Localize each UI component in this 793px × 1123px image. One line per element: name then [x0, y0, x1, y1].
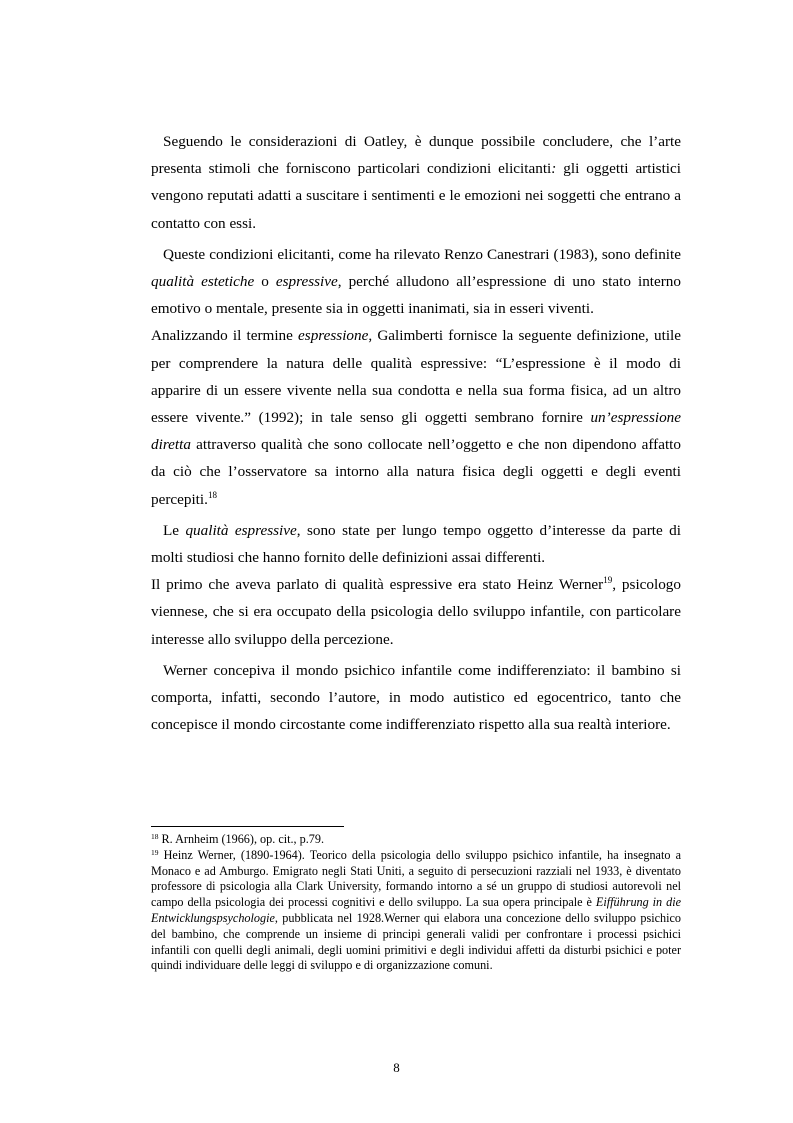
footnote-18 — [151, 832, 681, 848]
italic-term: espressive — [275, 273, 338, 291]
paragraph-3 — [151, 322, 681, 512]
text-run: , perché alludono all’espressione di uno stato interno emotivo o mentale, presente sia in oggetti inanimati, sia in esseri viventi. — [151, 273, 681, 318]
text-run: o — [254, 273, 276, 291]
italic-term: un’espressione diretta — [151, 409, 681, 454]
paragraph-6 — [151, 657, 681, 739]
text-run: Analizzando il termine — [151, 327, 299, 345]
footnote-ref-18[interactable]: 18 — [207, 489, 217, 500]
text-run: Queste condizioni elicitanti, come ha rilevato Renzo Canestrari (1983), sono definite — [163, 245, 681, 263]
footnote-19 — [151, 848, 681, 974]
footnote-text: , pubblicata nel 1928.Werner qui elabora una concezione dello sviluppo psichico del bambino, che comprende un insieme di principi generali validi per confrontare i processi psichici infantili con quelli degli animali, degli uomini primitivi e degli individui affetti da disturbi psichici e poter quindi individuare delle leggi di sviluppo e di organizzazione comuni. — [151, 910, 681, 973]
text-run: Seguendo le considerazioni di Oatley, è dunque possibile concludere, che l’arte presenta stimoli che forniscono particolari condizioni elicitanti — [151, 133, 681, 178]
page-number: 8 — [393, 1060, 400, 1075]
text-run: gli oggetti artistici vengono reputati adatti a suscitare i sentimenti e le emozioni nei soggetti che entrano a contatto con essi. — [151, 160, 681, 232]
text-run: attraverso qualità che sono collocate nell’oggetto e che non dipendono affatto da ciò che l’osservatore sa intorno alla natura fisica degli oggetti e degli eventi percepiti. — [151, 436, 681, 508]
text-run: Le — [163, 521, 186, 539]
paragraph-5 — [151, 571, 681, 653]
footnote-separator — [151, 826, 344, 827]
footnote-text: R. Arnheim (1966), op. cit., p.79. — [158, 832, 325, 846]
main-text — [151, 128, 681, 738]
book-title: Eifführung in die Entwicklungspsychologie — [151, 895, 681, 925]
text-run: , Galimberti fornisce la seguente definizione, utile per comprendere la natura delle qualità espressive: “L’espressione è il modo di apparire di un essere vivente nella sua condotta e nella sua forma fisica, ad un altro essere vivente.” (1992); in tale senso gli oggetti sembrano fornire — [151, 327, 681, 427]
text-run: Il primo che aveva parlato di qualità espressive era stato Heinz Werner — [151, 576, 604, 594]
text-run: , psicologo viennese, che si era occupato della psicologia dello sviluppo infantile, con particolare interesse allo sviluppo della percezione. — [151, 576, 681, 648]
italic-term: qualità espressive — [185, 521, 297, 539]
italic-term: qualità estetiche — [151, 273, 255, 291]
footnote-number: 19 — [151, 847, 159, 857]
text-run: Werner concepiva il mondo psichico infantile come indifferenziato: il bambino si comporta, infatti, secondo l’autore, in modo autistico ed egocentrico, tanto che concepisce il mondo circostante come indifferenziato rispetto alla sua realtà interiore. — [151, 661, 681, 734]
footnote-text: Heinz Werner, (1890-1964). Teorico della psicologia dello sviluppo psichico infantile, ha insegnato a Monaco e ad Amburgo. Emigrato negli Stati Uniti, a seguito di persecuzioni razziali nel 1933, è diventato professore di psicologia alla Clark University, formando intorno a sé un gruppo di studiosi autorevoli nel campo della psicologia dei processi cognitivi e dello sviluppo. La sua opera principale è — [151, 847, 681, 910]
paragraph-4 — [151, 517, 681, 571]
text-run: , sono state per lungo tempo oggetto d’interesse da parte di molti studiosi che hanno fornito delle definizioni assai differenti. — [151, 521, 681, 567]
footnote-number: 18 — [151, 832, 159, 841]
text-run: : — [551, 160, 557, 178]
footnotes — [151, 832, 681, 974]
paragraph-2 — [151, 241, 681, 323]
italic-term: espressione — [298, 327, 369, 345]
footnote-ref-19[interactable]: 19 — [603, 575, 613, 586]
paragraph-1 — [151, 128, 681, 237]
